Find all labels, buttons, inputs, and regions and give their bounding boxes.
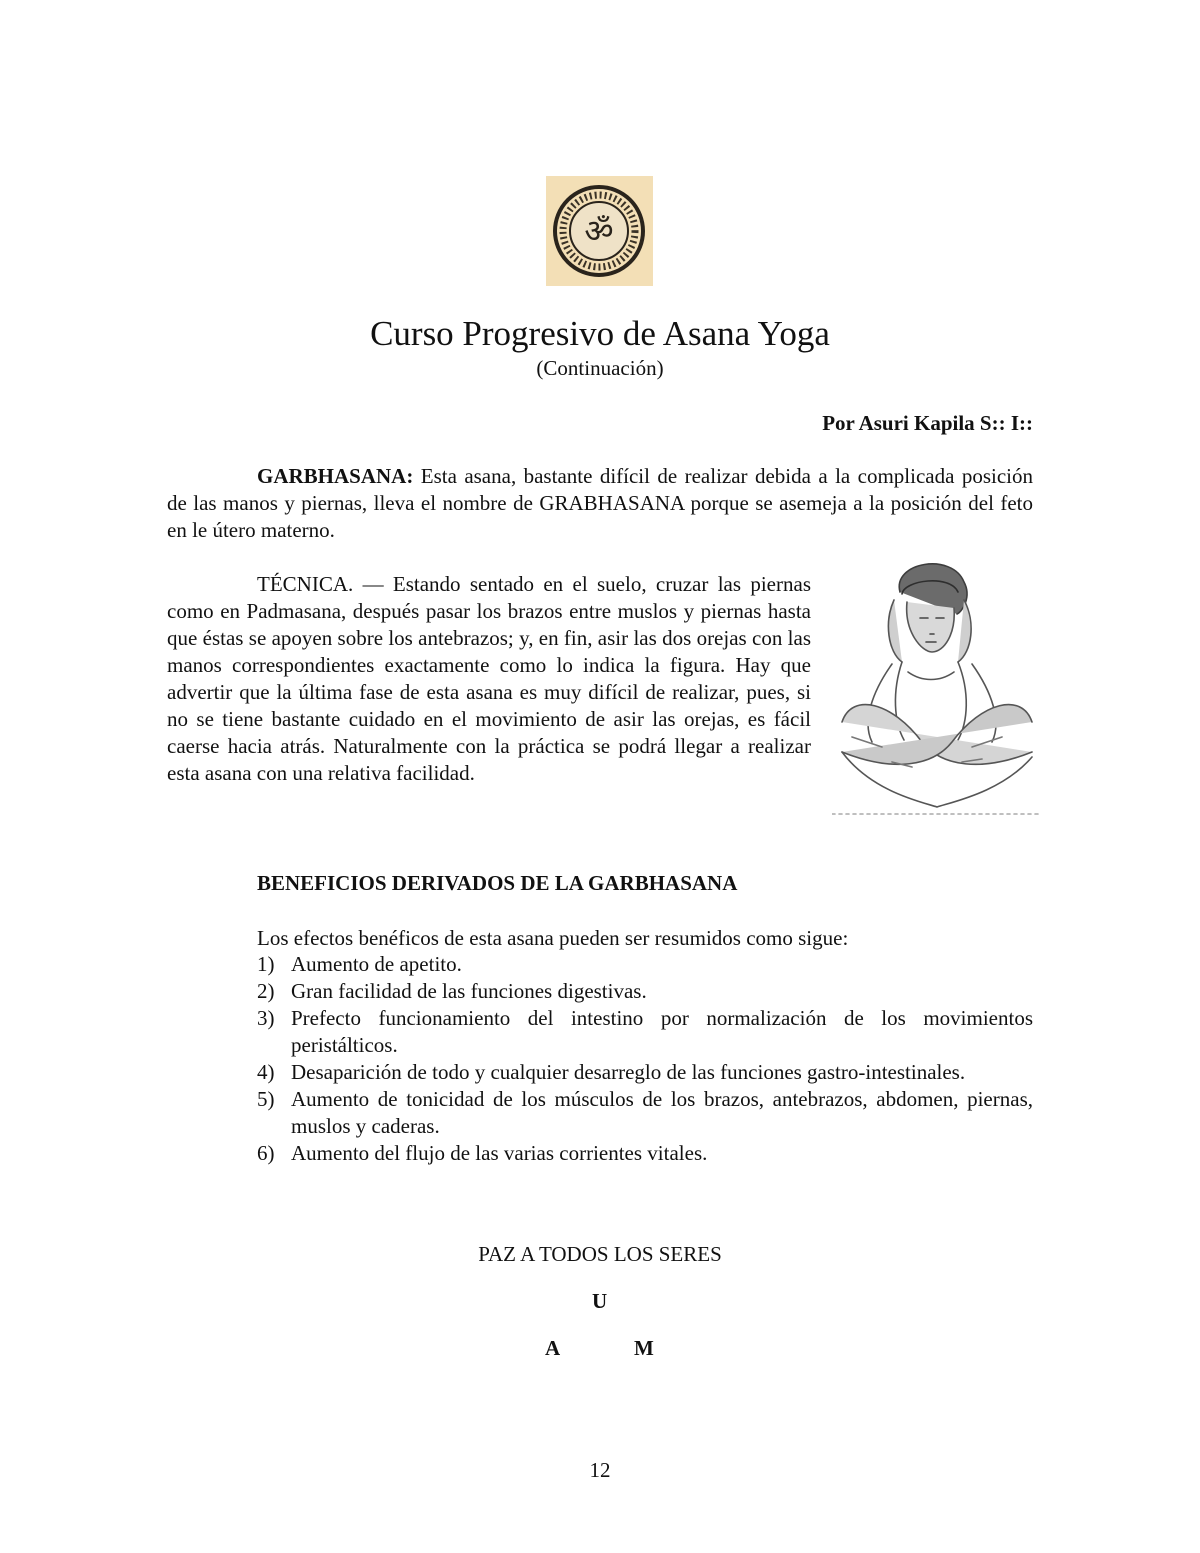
page-title: Curso Progresivo de Asana Yoga [370,314,830,353]
list-item-number: 1) [257,952,275,976]
list-item-number: 4) [257,1060,275,1084]
list-item-number: 3) [257,1006,275,1030]
svg-text:ॐ: ॐ [584,212,614,250]
intro-paragraph [167,463,1033,544]
list-item-number: 5) [257,1087,275,1111]
page-subtitle: (Continuación) [536,356,664,380]
aum-letter-a: A [545,1336,561,1360]
list-item-text: Aumento de apetito. [291,952,462,976]
om-emblem-icon [546,176,653,286]
list-item [257,951,1033,978]
tecnica-paragraph: TÉCNICA. — Estando sentado en el suelo, cruzar las piernas como en Padmasana, después pasar los brazos entre muslos y piernas hasta que éstas se apoyen sobre los antebrazos; y, en fin, asir las dos orejas con las manos correspondientes exactamente como lo indica la figura. Hay que advertir que la última fase de esta asana es muy difícil de realizar, pues, si no se tiene bastante cuidado en el movimiento de asir las orejas, es fácil caerse hacia atrás. Naturalmente con la práctica se podrá llegar a realizar esta asana con una relativa facilidad. [167,572,811,785]
aum-letter-u: U [592,1289,608,1313]
benefits-heading: BENEFICIOS DERIVADOS DE LA GARBHASANA [257,871,738,895]
list-item-text: Prefecto funcionamiento del intestino por normalización de los movimientos peristálticos. [291,1006,1033,1057]
benefits-list [257,951,1033,1167]
list-item-text: Aumento del flujo de las varias corrientes vitales. [291,1141,708,1165]
list-item-text: Desaparición de todo y cualquier desarreglo de las funciones gastro-intestinales. [291,1060,966,1084]
benefits-intro: Los efectos benéficos de esta asana pueden ser resumidos como sigue: [257,926,849,950]
list-item-number: 2) [257,979,275,1003]
list-item [257,1140,1033,1167]
intro-term: GARBHASANA: [257,464,414,488]
list-item-text: Aumento de tonicidad de los músculos de los brazos, antebrazos, abdomen, piernas, muslos y caderas. [291,1087,1033,1138]
page-number: 12 [589,1458,611,1482]
list-item [257,1005,1033,1059]
closing-line: PAZ A TODOS LOS SERES [478,1242,722,1266]
garbhasana-figure-illustration [832,552,1042,818]
list-item [257,1059,1033,1086]
list-item-number: 6) [257,1141,275,1165]
list-item-text: Gran facilidad de las funciones digestivas. [291,979,647,1003]
list-item [257,978,1033,1005]
author-line: Por Asuri Kapila S:: I:: [822,411,1033,435]
list-item [257,1086,1033,1140]
intro-text: Esta asana, bastante difícil de realizar debida a la complicada posición de las manos y piernas, lleva el nombre de GRABHASANA porque se asemeja a la posición del feto en le útero materno. [167,464,1033,542]
aum-letter-m: M [634,1336,654,1360]
